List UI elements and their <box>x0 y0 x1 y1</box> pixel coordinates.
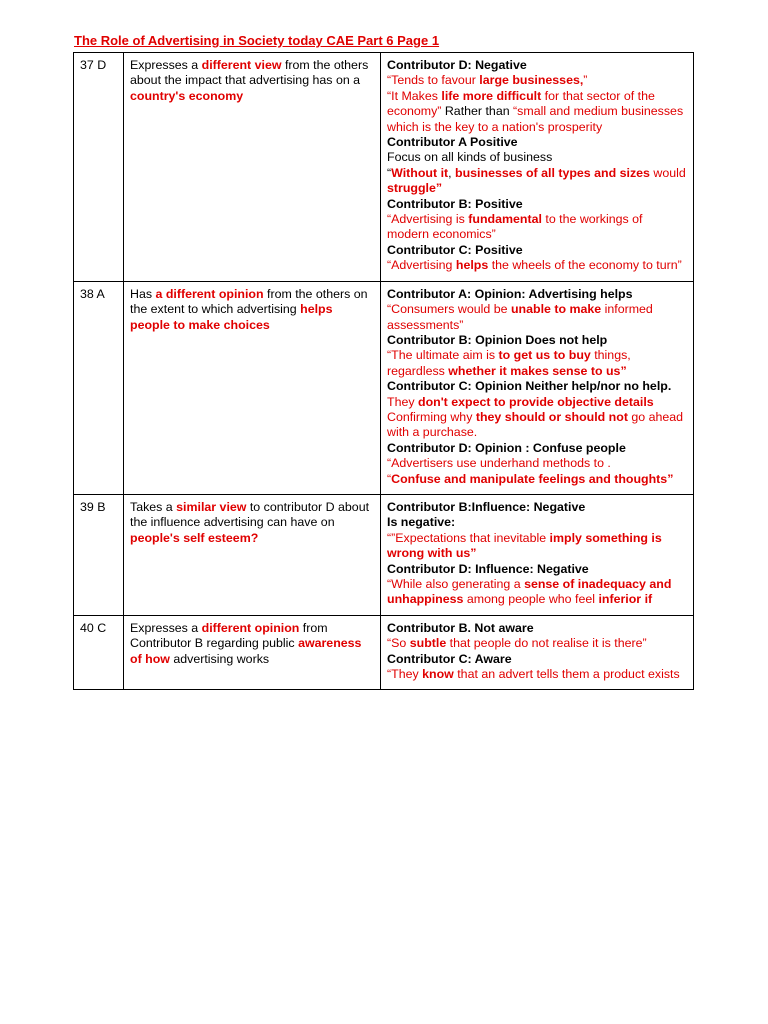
answer-line <box>387 58 687 73</box>
answer-line <box>387 636 687 651</box>
text-segment: from the others on the extent to which advertising <box>130 286 368 317</box>
highlighted-text: “Tends to favour <box>387 73 480 88</box>
highlighted-text: to get us to buy <box>498 348 591 363</box>
answer-line <box>387 562 687 577</box>
text-segment: “ <box>387 165 392 180</box>
text-segment: Contributor A Positive <box>387 135 518 150</box>
highlighted-text: “While also generating a <box>387 577 525 591</box>
text-segment: Is negative: <box>387 515 456 530</box>
page-title: The Role of Advertising in Society today CAE Part 6 Page 1 <box>74 33 440 48</box>
table-row <box>74 53 694 282</box>
highlighted-text: large businesses, <box>479 73 584 88</box>
answers-table-body <box>74 53 694 690</box>
question-text-cell <box>124 494 381 615</box>
highlighted-text: They <box>387 394 418 409</box>
text-segment: Contributor B. Not aware <box>387 620 534 635</box>
highlighted-text: the wheels of the economy to turn” <box>488 258 682 273</box>
text-segment: Contributor D: Influence: Negative <box>387 561 589 576</box>
highlighted-text: know <box>422 667 454 682</box>
highlighted-text: awareness of how <box>130 636 362 666</box>
answer-evidence-cell <box>381 53 694 282</box>
highlighted-text: “So <box>387 636 410 651</box>
highlighted-text: similar view <box>176 499 247 514</box>
answer-line <box>387 243 687 258</box>
highlighted-text: “Advertising <box>387 258 456 273</box>
text-segment: Contributor B: Opinion Does not help <box>387 332 608 347</box>
highlighted-text: different opinion <box>201 620 300 635</box>
highlighted-text: sense of inadequacy and unhappiness <box>387 577 672 607</box>
highlighted-text: Confuse and manipulate feelings and thoughts” <box>391 471 674 486</box>
answer-line <box>387 379 687 394</box>
text-segment: from Contributor B regarding public <box>130 620 328 651</box>
highlighted-text: for that sector of the economy” <box>387 88 655 119</box>
question-text-cell <box>124 53 381 282</box>
highlighted-text: go ahead with a purchase. <box>387 409 684 440</box>
answer-line <box>387 667 687 682</box>
table-row <box>74 281 694 494</box>
question-text-cell <box>124 281 381 494</box>
text-segment: Contributor A: Opinion: Advertising helps <box>387 286 633 301</box>
highlighted-text: “”Expectations that inevitable <box>387 530 550 545</box>
highlighted-text: to the workings of modern economics” <box>387 212 643 242</box>
highlighted-text: people's self esteem? <box>130 530 259 545</box>
answer-line <box>387 621 687 636</box>
highlighted-text: ” <box>583 73 588 88</box>
answers-table <box>73 52 694 690</box>
answer-line <box>387 395 687 441</box>
text-segment: Contributor D: Negative <box>387 58 527 72</box>
highlighted-text: “ <box>387 471 392 486</box>
question-number-cell: 38 A <box>74 281 124 494</box>
highlighted-text: “Consumers would be <box>387 302 511 317</box>
highlighted-text: inferior if <box>598 592 653 607</box>
answer-line <box>387 472 687 487</box>
highlighted-text: fundamental <box>468 212 542 227</box>
answer-line <box>387 333 687 348</box>
text-segment: Expresses a <box>130 58 202 72</box>
answer-line <box>387 73 687 88</box>
highlighted-text: Confirming why <box>387 409 476 424</box>
highlighted-text: different view <box>201 58 282 72</box>
highlighted-text: life more difficult <box>441 88 542 103</box>
highlighted-text: helps <box>455 258 489 273</box>
highlighted-text: would <box>649 165 686 180</box>
question-number-cell: 39 B <box>74 494 124 615</box>
highlighted-text: “The ultimate aim is <box>387 348 499 363</box>
highlighted-text: unable to make <box>510 302 602 317</box>
answer-line <box>387 135 687 150</box>
text-segment: from the others about the impact that advertising has on a <box>130 58 369 88</box>
answer-line <box>387 515 687 530</box>
text-segment: Contributor C: Aware <box>387 651 512 666</box>
highlighted-text: helps people to make choices <box>130 302 333 332</box>
text-segment: Expresses a <box>130 620 202 635</box>
table-row <box>74 494 694 615</box>
text-segment: Has <box>130 286 156 301</box>
highlighted-text: “Advertisers use underhand methods to . <box>387 456 611 471</box>
highlighted-text: among people who feel <box>463 592 599 607</box>
answer-line <box>387 348 687 379</box>
question-number-cell: 40 C <box>74 615 124 690</box>
highlighted-text: struggle” <box>387 181 443 196</box>
highlighted-text: whether it makes sense to us” <box>448 363 627 378</box>
highlighted-text: things, regardless <box>387 348 631 378</box>
text-segment: Contributor B: Positive <box>387 196 523 211</box>
answer-line <box>387 287 687 302</box>
text-segment: Takes a <box>130 499 177 514</box>
question-text-cell <box>124 615 381 690</box>
highlighted-text: “They <box>387 667 423 682</box>
text-segment: Contributor C: Positive <box>387 242 523 257</box>
highlighted-text: country's economy <box>130 88 244 103</box>
text-segment: , <box>448 165 456 180</box>
answer-evidence-cell <box>381 615 694 690</box>
question-number-cell: 37 D <box>74 53 124 282</box>
answer-line <box>387 197 687 212</box>
highlighted-text: that people do not realise it is there” <box>446 636 647 651</box>
answer-line <box>387 456 687 471</box>
text-segment: Rather than <box>441 104 514 119</box>
answer-evidence-cell <box>381 281 694 494</box>
answer-line <box>387 212 687 243</box>
highlighted-text: informed assessments” <box>387 302 653 332</box>
text-segment: Contributor D: Opinion : Confuse people <box>387 440 626 455</box>
answer-evidence-cell <box>381 494 694 615</box>
answer-line <box>387 652 687 667</box>
table-row <box>74 615 694 690</box>
text-segment: Focus on all kinds of business <box>387 150 553 165</box>
text-segment: to contributor D about the influence advertising can have on <box>130 499 370 530</box>
highlighted-text: “small and medium businesses which is the key to a nation's prosperity <box>387 104 684 134</box>
highlighted-text: they should or should not <box>475 409 628 424</box>
text-segment: Contributor B:Influence: Negative <box>387 499 586 514</box>
text-segment: advertising works <box>169 651 270 666</box>
answer-line <box>387 166 687 197</box>
answer-line <box>387 441 687 456</box>
highlighted-text: don't expect to provide objective details <box>418 394 654 409</box>
answer-line <box>387 258 687 273</box>
answer-line <box>387 500 687 515</box>
highlighted-text: that an advert tells them a product exists <box>453 667 680 682</box>
highlighted-text: “Advertising is <box>387 212 469 227</box>
highlighted-text: Without it <box>391 165 449 180</box>
answer-line <box>387 302 687 333</box>
highlighted-text: businesses of all types and sizes <box>455 165 650 180</box>
text-segment: Contributor C: Opinion Neither help/nor no help. <box>387 379 672 394</box>
answer-line <box>387 150 687 165</box>
answer-line <box>387 89 687 135</box>
answer-line <box>387 531 687 562</box>
highlighted-text: imply something is wrong with us” <box>387 530 662 561</box>
highlighted-text: subtle <box>409 636 447 651</box>
highlighted-text: a different opinion <box>155 286 264 301</box>
answer-line <box>387 577 687 608</box>
highlighted-text: “It Makes <box>387 88 442 103</box>
